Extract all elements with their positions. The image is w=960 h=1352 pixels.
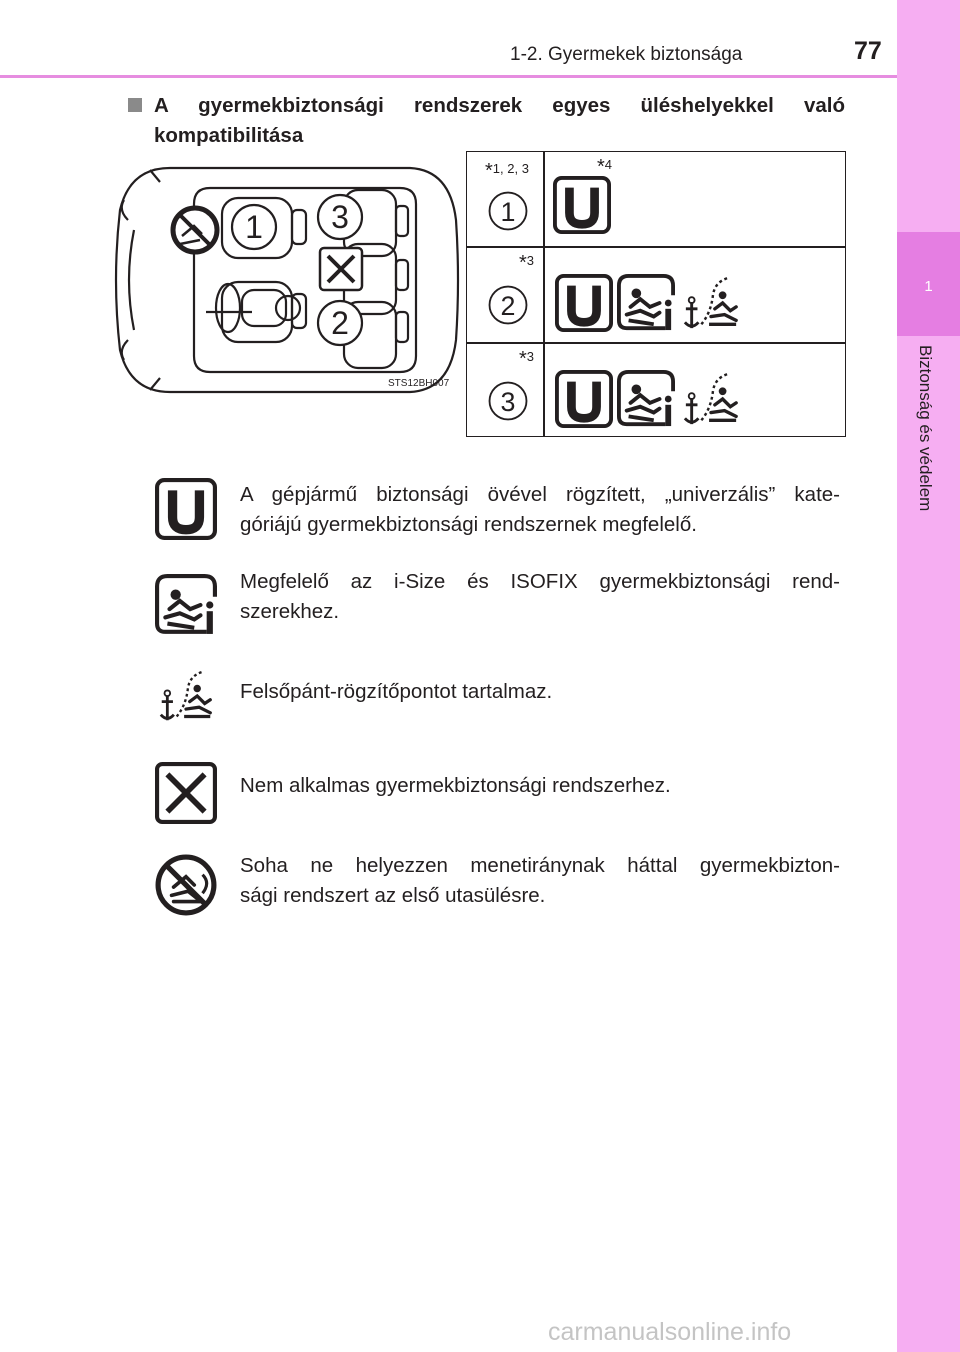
legend-not-suitable-text xyxy=(240,771,840,801)
section-title-line1: A gyermekbiztonsági rendszerek egyes üléshelyekkel való xyxy=(154,94,845,117)
diagram-seat-number-3: 3 xyxy=(331,199,349,235)
diagram-seat-marker-1 xyxy=(232,205,276,249)
svg-text:3: 3 xyxy=(500,387,516,418)
table-footnote-ref: *4 xyxy=(597,156,613,178)
universal-u-icon xyxy=(555,370,613,428)
diagram-seat-number-1: 1 xyxy=(245,209,263,245)
legend-isofix-text xyxy=(240,567,840,627)
diagram-seat-number-2: 2 xyxy=(331,305,349,341)
svg-text:1: 1 xyxy=(500,197,516,228)
legend-universal-text xyxy=(240,480,840,540)
section-title-line2: kompatibilitása xyxy=(154,124,304,147)
header-rule xyxy=(0,75,897,78)
legend-text-line: Megfelelő az i-Size és ISOFIX gyermekbiztonsági rend- xyxy=(240,570,840,593)
universal-u-icon xyxy=(555,274,613,332)
table-footnote-ref: *3 xyxy=(519,252,535,274)
table-row-divider xyxy=(467,246,845,248)
not-suitable-x-icon xyxy=(155,762,217,824)
isofix-isize-icon xyxy=(617,370,675,428)
no-rear-facing-icon xyxy=(155,854,217,916)
diagram-seat-marker-2 xyxy=(318,301,362,345)
watermark: carmanualsonline.info xyxy=(548,1318,792,1346)
table-row-divider xyxy=(467,342,845,344)
top-tether-icon xyxy=(155,668,217,724)
chapter-side-tab[interactable] xyxy=(897,0,960,1352)
figure-code: STS12BH007 xyxy=(388,378,450,389)
top-tether-icon xyxy=(679,370,743,428)
table-seat-marker-2 xyxy=(487,284,529,326)
chapter-title: Biztonság és védelem xyxy=(916,345,935,512)
isofix-isize-icon xyxy=(155,574,217,636)
legend-text-line: szerekhez. xyxy=(240,600,340,623)
table-footnote-ref: *1, 2, 3 xyxy=(485,160,529,182)
car-seat-diagram xyxy=(110,160,460,400)
universal-u-icon xyxy=(155,478,217,540)
section-bullet-icon xyxy=(128,98,142,112)
page-number: 77 xyxy=(854,37,882,65)
diagram-seat-marker-3 xyxy=(318,195,362,239)
chapter-number: 1 xyxy=(924,278,933,295)
table-footnote-ref: *3 xyxy=(519,348,535,370)
compatibility-table xyxy=(466,151,846,437)
svg-text:2: 2 xyxy=(500,291,516,322)
table-seat-marker-1 xyxy=(487,190,529,232)
legend-text-line: Soha ne helyezzen menetiránynak háttal gyermekbizton- xyxy=(240,854,840,877)
legend-text-line: góriájú gyermekbiztonsági rendszernek megfelelő. xyxy=(240,513,697,536)
legend-tether-text xyxy=(240,677,840,707)
legend-text-line: Nem alkalmas gyermekbiztonsági rendszerhez. xyxy=(240,774,671,797)
isofix-isize-icon xyxy=(617,274,675,332)
legend-no-rear-facing-text xyxy=(240,851,840,911)
top-tether-icon xyxy=(679,274,743,332)
table-column-divider xyxy=(543,152,545,436)
universal-u-icon xyxy=(553,176,611,234)
legend-text-line: sági rendszert az első utasülésre. xyxy=(240,884,546,907)
legend-text-line: Felsőpánt-rögzítőpontot tartalmaz. xyxy=(240,680,553,703)
running-header-section: 1-2. Gyermekek biztonsága xyxy=(510,44,743,65)
legend-text-line: A gépjármű biztonsági övével rögzített, „univerzális” kate- xyxy=(240,483,840,506)
table-seat-marker-3 xyxy=(487,380,529,422)
